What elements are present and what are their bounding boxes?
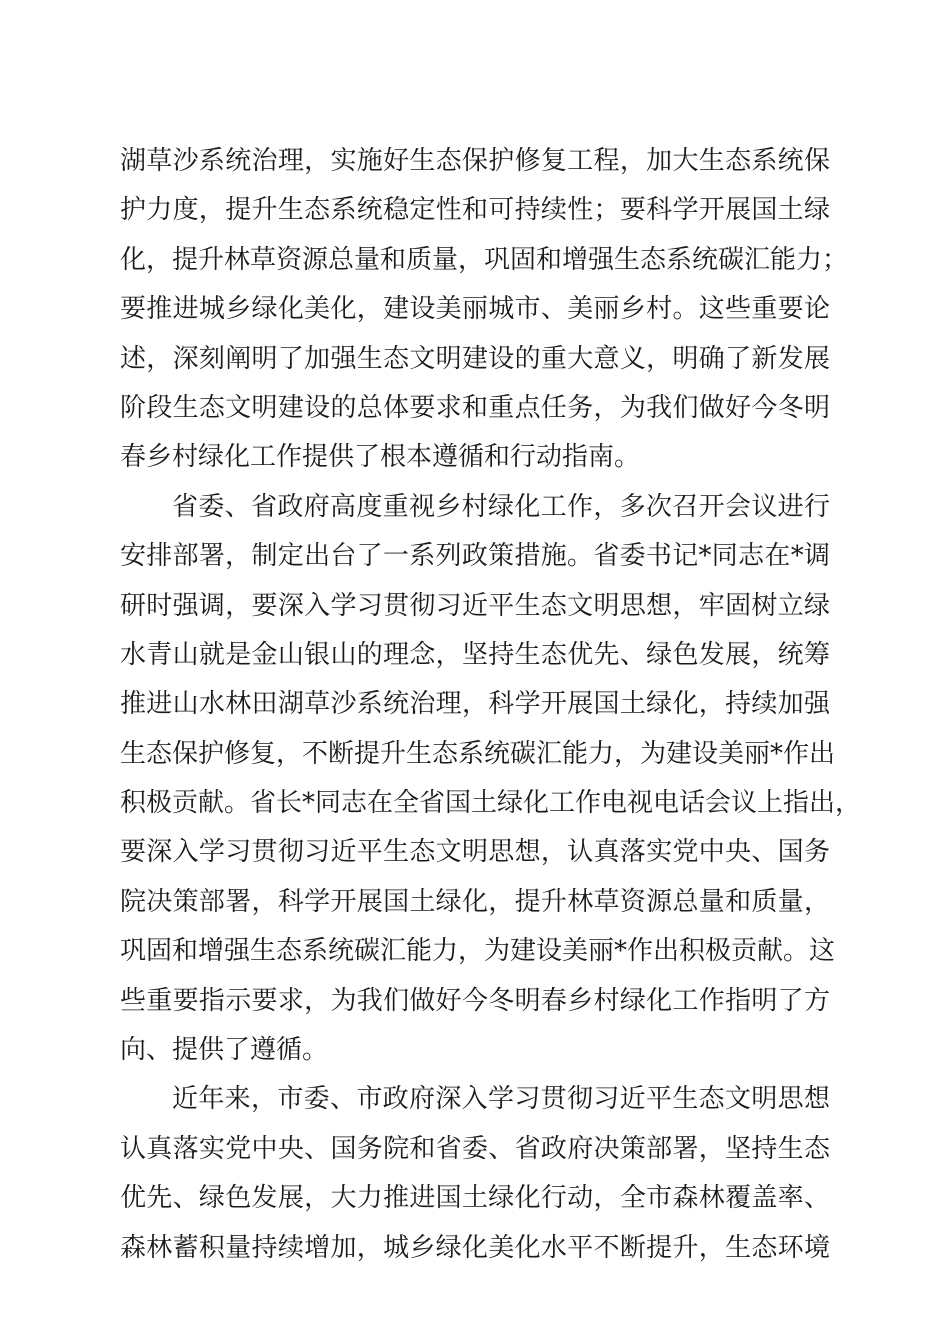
text-line: 些重要指示要求，为我们做好今冬明春乡村绿化工作指明了方 bbox=[120, 985, 830, 1016]
text-line: 春乡村绿化工作提供了根本遵循和行动指南。 bbox=[120, 442, 641, 473]
text-line: 研时强调，要深入学习贯彻习近平生态文明思想，牢固树立绿 bbox=[120, 590, 830, 621]
text-line: 护力度，提升生态系统稳定性和可持续性；要科学开展国土绿 bbox=[120, 195, 830, 226]
text-line: 水青山就是金山银山的理念，坚持生态优先、绿色发展，统筹 bbox=[120, 639, 830, 670]
text-line: 化，提升林草资源总量和质量，巩固和增强生态系统碳汇能力； bbox=[120, 244, 849, 275]
text-line: 述，深刻阐明了加强生态文明建设的重大意义，明确了新发展 bbox=[120, 343, 830, 374]
text-line: 阶段生态文明建设的总体要求和重点任务，为我们做好今冬明 bbox=[120, 392, 830, 423]
paragraph-first-line: 近年来，市委、市政府深入学习贯彻习近平生态文明思想 bbox=[172, 1084, 830, 1115]
text-line: 湖草沙系统治理，实施好生态保护修复工程，加大生态系统保 bbox=[120, 146, 830, 176]
text-line: 巩固和增强生态系统碳汇能力，为建设美丽*作出积极贡献。这 bbox=[120, 936, 836, 967]
text-line: 森林蓄积量持续增加，城乡绿化美化水平不断提升，生态环境 bbox=[120, 1232, 830, 1263]
body-text bbox=[120, 137, 862, 1273]
text-line: 积极贡献。省长*同志在全省国土绿化工作电视电话会议上指出， bbox=[120, 788, 862, 819]
text-line: 要深入学习贯彻习近平生态文明思想，认真落实党中央、国务 bbox=[120, 837, 830, 868]
text-line: 优先、绿色发展，大力推进国土绿化行动，全市森林覆盖率、 bbox=[120, 1183, 830, 1214]
text-line: 安排部署，制定出台了一系列政策措施。省委书记*同志在*调 bbox=[120, 541, 830, 572]
text-line: 要推进城乡绿化美化，建设美丽城市、美丽乡村。这些重要论 bbox=[120, 294, 830, 325]
paragraph-first-line: 省委、省政府高度重视乡村绿化工作，多次召开会议进行 bbox=[172, 491, 830, 522]
text-line: 院决策部署，科学开展国土绿化，提升林草资源总量和质量， bbox=[120, 886, 830, 917]
text-line: 认真落实党中央、国务院和省委、省政府决策部署，坚持生态 bbox=[120, 1133, 830, 1164]
text-line: 向、提供了遵循。 bbox=[120, 1035, 329, 1066]
text-line: 推进山水林田湖草沙系统治理，科学开展国土绿化，持续加强 bbox=[120, 689, 830, 720]
text-line: 生态保护修复，不断提升生态系统碳汇能力，为建设美丽*作出 bbox=[120, 738, 836, 769]
